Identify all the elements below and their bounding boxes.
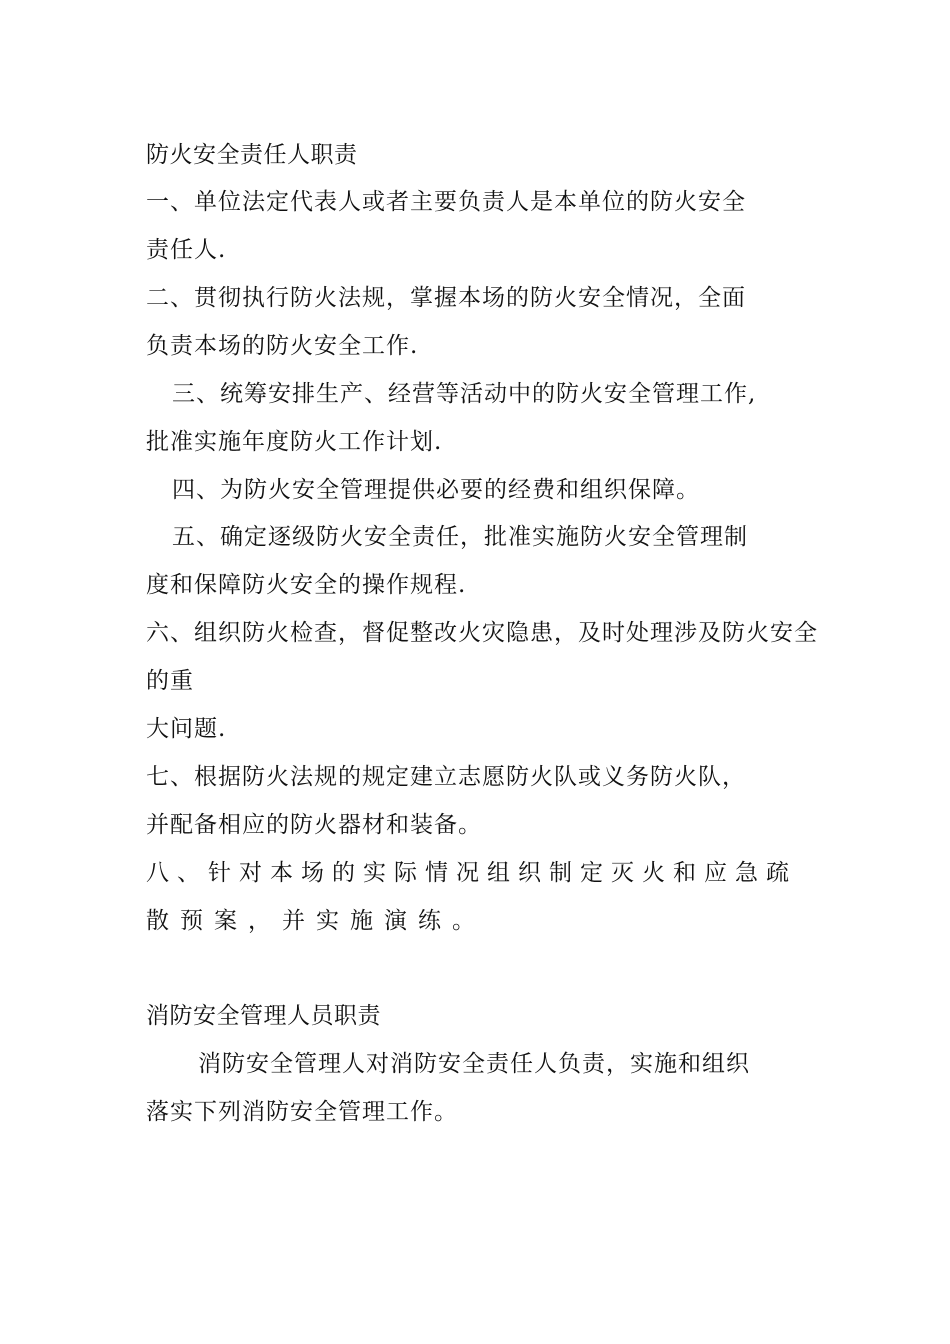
section2-line-2: 落实下列消防安全管理工作。: [146, 1099, 458, 1125]
section1-title: 防火安全责任人职责: [146, 142, 358, 168]
section1-line-15: 八、针对本场的实际情况组织制定灭火和应急疏: [146, 860, 797, 886]
section1-line-1: 一、单位法定代表人或者主要负责人是本单位的防火安全: [146, 189, 746, 215]
section1-line-6: 批准实施年度防火工作计划.: [146, 429, 443, 455]
section1-line-10: 六、组织防火检查，督促整改火灾隐患，及时处理涉及防火安全: [146, 620, 818, 646]
section1-line-8: 五、确定逐级防火安全责任，批准实施防火安全管理制: [172, 524, 748, 550]
section1-line-3: 二、贯彻执行防火法规，掌握本场的防火安全情况，全面: [146, 285, 746, 311]
section1-line-9: 度和保障防火安全的操作规程.: [146, 572, 467, 598]
section1-line-2: 责任人.: [146, 237, 227, 263]
section1-line-12: 大问题.: [146, 716, 227, 742]
section1-line-16: 散预案，并实施演练。: [146, 908, 486, 934]
section2-title: 消防安全管理人员职责: [146, 1003, 381, 1029]
section1-line-7: 四、为防火安全管理提供必要的经费和组织保障。: [172, 477, 700, 503]
section2-line-1: 消防安全管理人对消防安全责任人负责，实施和组织: [198, 1051, 750, 1077]
section1-line-13: 七、根据防火法规的规定建立志愿防火队或义务防火队，: [146, 764, 746, 790]
section1-line-14: 并配备相应的防火器材和装备。: [146, 812, 482, 838]
section1-line-11: 的重: [146, 668, 194, 694]
section1-line-5: 三、统筹安排生产、经营等活动中的防火安全管理工作,: [172, 381, 757, 407]
section1-line-4: 负责本场的防火安全工作.: [146, 333, 419, 359]
